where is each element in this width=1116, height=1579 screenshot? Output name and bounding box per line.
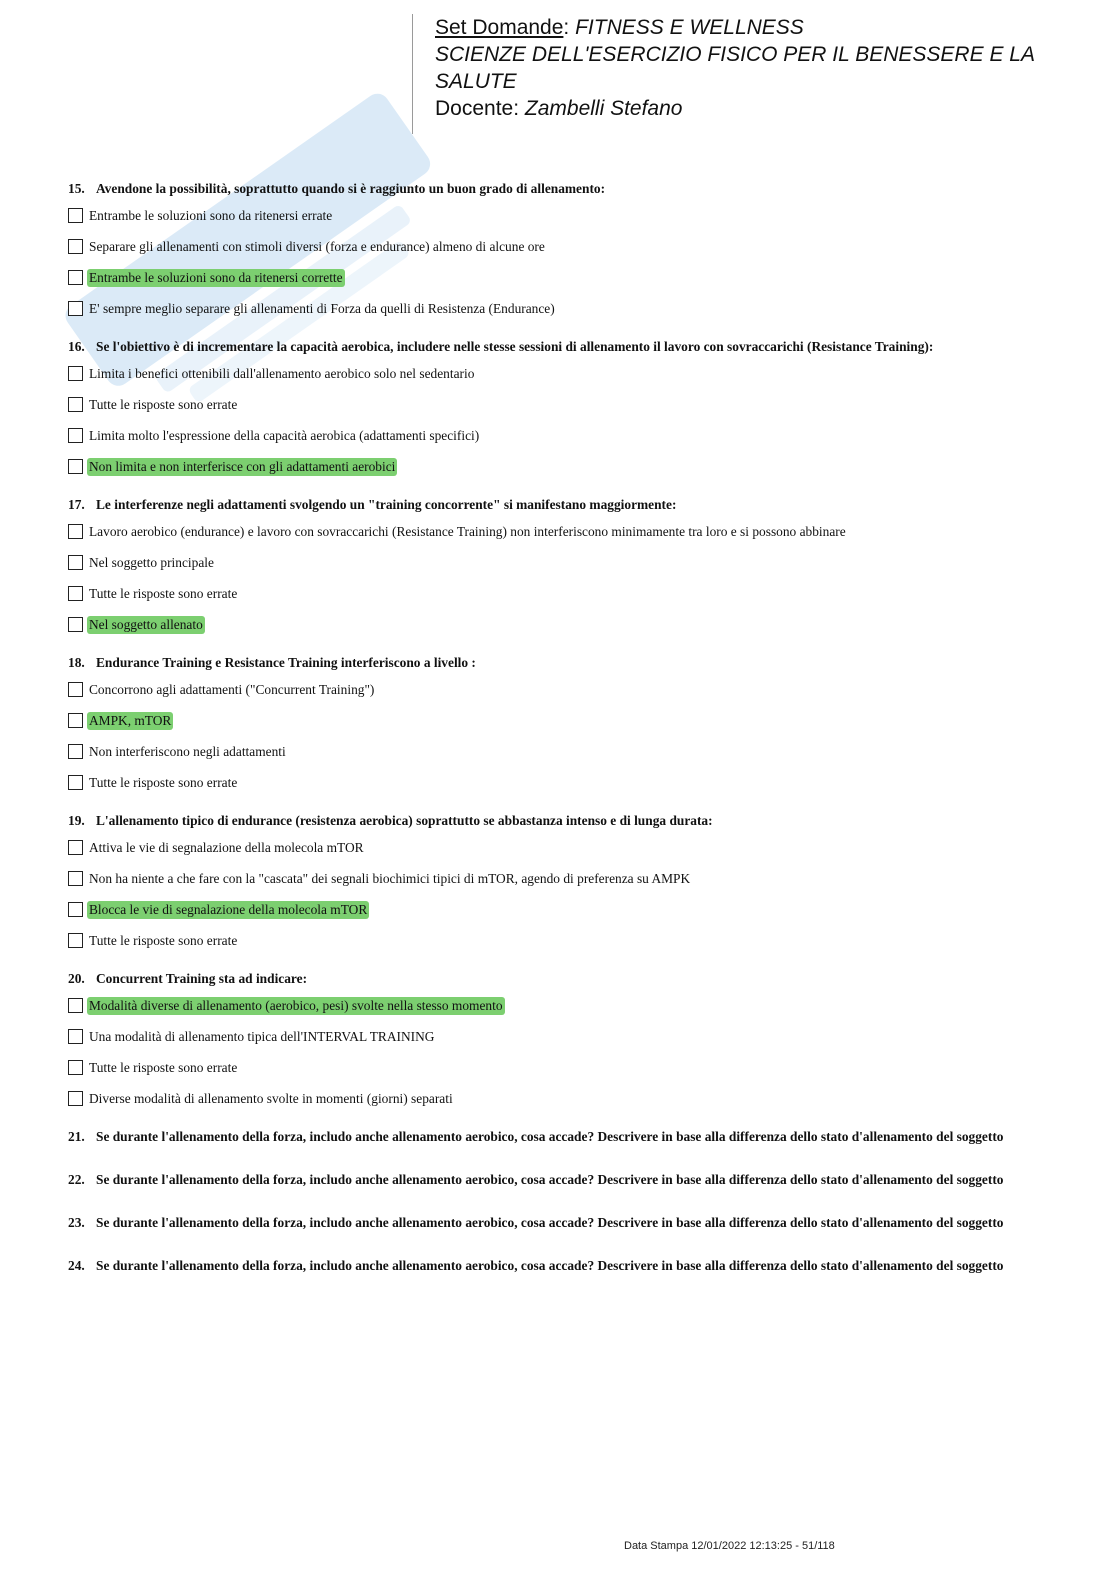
course-title: SCIENZE DELL'ESERCIZIO FISICO PER IL BENESSERE E LA SALUTE [435, 43, 1035, 93]
question-title [68, 497, 1028, 513]
checkbox[interactable] [68, 586, 83, 601]
answer-option[interactable] [68, 993, 1028, 1018]
checkbox[interactable] [68, 524, 83, 539]
question-text: Se durante l'allenamento della forza, includo anche allenamento aerobico, cosa accade? Descrivere in base alla differenza dello stato d'allenamento del soggetto [96, 1172, 1004, 1187]
answer-option[interactable] [68, 361, 1028, 386]
teacher-label: Docente: [435, 97, 525, 120]
answer-option[interactable] [68, 770, 1028, 795]
open-questions [68, 1129, 1028, 1273]
question-text: L'allenamento tipico di endurance (resistenza aerobica) soprattutto se abbastanza intenso e di lunga durata: [96, 813, 713, 828]
question-title [68, 813, 1028, 829]
checkbox[interactable] [68, 775, 83, 790]
checkbox[interactable] [68, 871, 83, 886]
answer-text: Limita molto l'espressione della capacità aerobica (adattamenti specifici) [89, 427, 480, 443]
question-block [68, 339, 1028, 479]
answer-text-correct: AMPK, mTOR [89, 712, 172, 728]
answer-option[interactable] [68, 550, 1028, 575]
question-text: Se durante l'allenamento della forza, includo anche allenamento aerobico, cosa accade? Descrivere in base alla differenza dello stato d'allenamento del soggetto [96, 1258, 1004, 1273]
answer-option[interactable] [68, 296, 1028, 321]
question-number: 19. [68, 813, 85, 828]
answer-option[interactable] [68, 612, 1028, 637]
answer-text: Entrambe le soluzioni sono da ritenersi errate [89, 207, 333, 223]
question-block [68, 497, 1028, 637]
question-number: 23. [68, 1215, 85, 1230]
question-block [68, 971, 1028, 1111]
checkbox[interactable] [68, 713, 83, 728]
checkbox[interactable] [68, 208, 83, 223]
answer-option[interactable] [68, 203, 1028, 228]
answer-option[interactable] [68, 519, 1028, 544]
question-text: Avendone la possibilità, soprattutto quando si è raggiunto un buon grado di allenamento: [96, 181, 606, 196]
checkbox[interactable] [68, 744, 83, 759]
checkbox[interactable] [68, 1060, 83, 1075]
checkbox[interactable] [68, 1091, 83, 1106]
answer-text: Tutte le risposte sono errate [89, 1059, 238, 1075]
question-text: Se durante l'allenamento della forza, includo anche allenamento aerobico, cosa accade? Descrivere in base alla differenza dello stato d'allenamento del soggetto [96, 1215, 1004, 1230]
set-line [435, 14, 1095, 41]
question-title [68, 181, 1028, 197]
question-number: 22. [68, 1172, 85, 1187]
checkbox[interactable] [68, 428, 83, 443]
answer-text: Tutte le risposte sono errate [89, 585, 238, 601]
answer-option[interactable] [68, 677, 1028, 702]
question-number: 20. [68, 971, 85, 986]
answer-text: Attiva le vie di segnalazione della molecola mTOR [89, 839, 364, 855]
answer-option[interactable] [68, 835, 1028, 860]
open-question [68, 1172, 1028, 1187]
question-block [68, 181, 1028, 321]
answer-option[interactable] [68, 739, 1028, 764]
answer-text-correct: Entrambe le soluzioni sono da ritenersi corrette [89, 269, 343, 285]
answer-option[interactable] [68, 708, 1028, 733]
answer-text-correct: Non limita e non interferisce con gli adattamenti aerobici [89, 458, 396, 474]
answer-option[interactable] [68, 1055, 1028, 1080]
set-value: FITNESS E WELLNESS [575, 16, 804, 39]
question-text: Concurrent Training sta ad indicare: [96, 971, 308, 986]
answer-text: Limita i benefici ottenibili dall'allenamento aerobico solo nel sedentario [89, 365, 475, 381]
question-number: 24. [68, 1258, 85, 1273]
checkbox[interactable] [68, 239, 83, 254]
question-number: 16. [68, 339, 85, 354]
checkbox[interactable] [68, 617, 83, 632]
question-number: 17. [68, 497, 85, 512]
header [412, 14, 1095, 134]
checkbox[interactable] [68, 366, 83, 381]
checkbox[interactable] [68, 840, 83, 855]
answer-option[interactable] [68, 1024, 1028, 1049]
set-label: Set Domande [435, 16, 564, 39]
answer-option[interactable] [68, 897, 1028, 922]
checkbox[interactable] [68, 555, 83, 570]
open-question [68, 1258, 1028, 1273]
answer-option[interactable] [68, 866, 1028, 891]
open-question [68, 1129, 1028, 1144]
checkbox[interactable] [68, 682, 83, 697]
answer-text-correct: Modalità diverse di allenamento (aerobico, pesi) svolte nella stesso momento [89, 997, 503, 1013]
question-text: Endurance Training e Resistance Training interferiscono a livello : [96, 655, 476, 670]
answer-text-correct: Nel soggetto allenato [89, 616, 203, 632]
checkbox[interactable] [68, 933, 83, 948]
open-question [68, 1215, 1028, 1230]
answer-option[interactable] [68, 928, 1028, 953]
teacher-name: Zambelli Stefano [524, 97, 683, 120]
answer-option[interactable] [68, 392, 1028, 417]
answer-option[interactable] [68, 423, 1028, 448]
question-text: Se durante l'allenamento della forza, includo anche allenamento aerobico, cosa accade? Descrivere in base alla differenza dello stato d'allenamento del soggetto [96, 1129, 1004, 1144]
answer-text: Non ha niente a che fare con la "cascata" dei segnali biochimici tipici di mTOR, agendo di preferenza su AMPK [89, 870, 691, 886]
answer-text: Lavoro aerobico (endurance) e lavoro con sovraccarichi (Resistance Training) non interferiscono minimamente tra loro e si possono abbinare [89, 523, 846, 539]
question-title [68, 655, 1028, 671]
answer-option[interactable] [68, 234, 1028, 259]
answer-text: Concorrono agli adattamenti ("Concurrent Training") [89, 681, 375, 697]
answer-text-correct: Blocca le vie di segnalazione della molecola mTOR [89, 901, 368, 917]
checkbox[interactable] [68, 998, 83, 1013]
question-block [68, 813, 1028, 953]
checkbox[interactable] [68, 397, 83, 412]
answer-text: Diverse modalità di allenamento svolte in momenti (giorni) separati [89, 1090, 453, 1106]
question-number: 21. [68, 1129, 85, 1144]
question-title [68, 971, 1028, 987]
answer-option[interactable] [68, 581, 1028, 606]
question-number: 15. [68, 181, 85, 196]
answer-text: Una modalità di allenamento tipica dell'INTERVAL TRAINING [89, 1028, 435, 1044]
answer-text: Tutte le risposte sono errate [89, 774, 238, 790]
checkbox[interactable] [68, 270, 83, 285]
question-number: 18. [68, 655, 85, 670]
question-block [68, 655, 1028, 795]
checkbox[interactable] [68, 459, 83, 474]
questions-list [68, 181, 1028, 1301]
question-title [68, 339, 1028, 355]
answer-text: Separare gli allenamenti con stimoli diversi (forza e endurance) almeno di alcune ore [89, 238, 545, 254]
answer-option[interactable] [68, 265, 1028, 290]
question-text: Se l'obiettivo è di incrementare la capacità aerobica, includere nelle stesse sessioni di allenamento il lavoro con sovraccarichi (Resistance Training): [96, 339, 934, 354]
print-footer: Data Stampa 12/01/2022 12:13:25 - 51/118 [624, 1540, 835, 1552]
checkbox[interactable] [68, 902, 83, 917]
answer-text: Non interferiscono negli adattamenti [89, 743, 286, 759]
answer-option[interactable] [68, 454, 1028, 479]
answer-text: Tutte le risposte sono errate [89, 396, 238, 412]
set-separator: : [563, 16, 576, 39]
checkbox[interactable] [68, 301, 83, 316]
answer-text: Nel soggetto principale [89, 554, 214, 570]
teacher-line [435, 95, 1095, 122]
answer-option[interactable] [68, 1086, 1028, 1111]
answer-text: E' sempre meglio separare gli allenamenti di Forza da quelli di Resistenza (Endurance) [89, 300, 555, 316]
checkbox[interactable] [68, 1029, 83, 1044]
question-text: Le interferenze negli adattamenti svolgendo un "training concorrente" si manifestano maggiormente: [96, 497, 677, 512]
answer-text: Tutte le risposte sono errate [89, 932, 238, 948]
